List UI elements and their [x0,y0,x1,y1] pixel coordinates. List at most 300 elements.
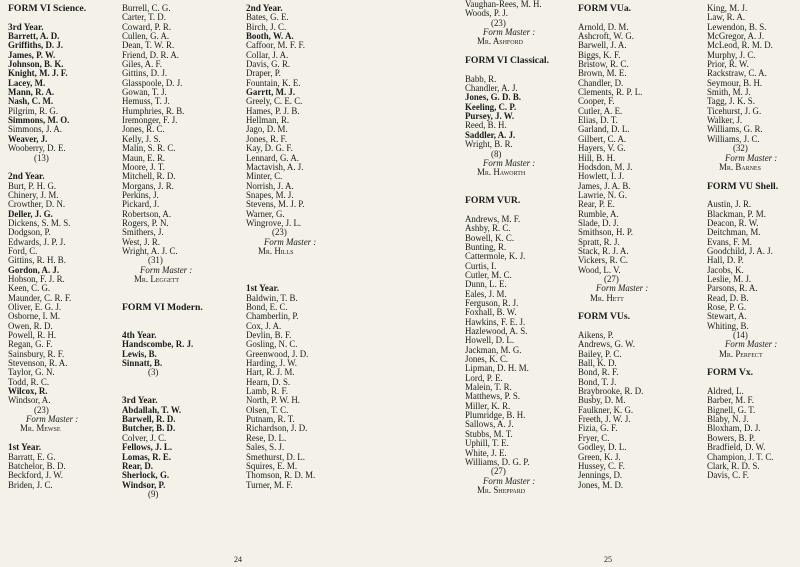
student-name: Owen, R. D. [8,320,53,331]
form-master-name: Mr. Sheppard [477,484,526,495]
student-name-bold: Lewis, B. [122,348,157,359]
student-name: Norrish, J. A. [246,180,294,191]
student-name: Howlett, I. J. [578,171,625,182]
student-name: Lamb, R. F. [246,386,288,397]
student-name: Cox, J. A. [246,320,282,331]
student-name: Hart, R. J. M. [246,367,295,378]
student-name: Elias, D. T. [578,115,618,126]
form-master-label: Form Master : [140,264,193,275]
page-number-left: 24 [234,555,242,564]
student-name: Clark, R. D. S. [707,460,760,471]
student-name: Friend, D. R. A. [122,49,179,60]
student-name: Ashcroft, W. G. [578,31,634,42]
student-name: Dickens, S. M. S. [8,217,71,228]
student-name: Bond, R. F. [578,367,619,378]
student-name-bold: Windsor, P. [122,479,166,490]
student-name: Kelly, J. S. [122,133,161,144]
student-name: Glasspoole, D. J. [122,77,183,88]
student-name: Chinery, J. M. [8,189,59,200]
student-name: Keen, C. G. [8,283,51,294]
column-5 [578,4,702,567]
student-name: Wright, B. R. [465,139,513,150]
student-name: Bristow, R. C. [578,59,629,70]
student-name: Stubbs, M. T. [465,428,513,439]
student-name: Ticehurst, J. G. [707,105,762,116]
student-name: Taylor, G. N. [8,367,55,378]
form-master-label: Form Master : [596,283,649,294]
student-name: Lennard, G. A. [246,152,299,163]
student-name: Batchelor, B. D. [8,460,66,471]
form-master-label: Form Master : [26,414,79,425]
student-name: Austin, J. R. [707,199,752,210]
student-name: Fizia, G. F. [578,423,618,434]
student-name: Beckford, J. W. [8,470,63,481]
class-count: (27) [491,466,506,477]
student-name: Blaby, N. J. [707,414,749,425]
student-name: McLeod, R. M. D. [707,40,773,51]
student-name: Rese, D. L. [246,432,287,443]
student-name: Biggs, K. F. [578,49,621,60]
student-name-bold: Lomas, R. E. [122,451,172,462]
student-name: Goodchild, J. A. J. [707,245,773,256]
student-name: Smethurst, D. L. [246,451,305,462]
spacer [246,256,366,265]
student-name: Busby, D. M. [578,395,626,406]
student-name: Humphries, R. B. [122,105,185,116]
class-count: (14) [733,330,748,341]
student-name-bold: Barwell, R. D. [122,414,176,425]
class-count: (32) [733,143,748,154]
student-name: Hall, D. P. [707,255,744,266]
student-name: Hill, B. H. [578,152,616,163]
student-name-bold: Fellows, J. L. [122,442,173,453]
form-heading: FORM VI Modern. [122,302,203,313]
student-name: Maun, E. R. [122,152,166,163]
student-name: Plumridge, B. H. [465,410,526,421]
student-name: Faulkner, K. G. [578,404,634,415]
student-name: Jones, R. F. [246,133,287,144]
student-name: Colver, J. C. [122,432,167,443]
student-name: Rumble, A. [578,208,619,219]
student-name-bold: Mann, R. A. [8,87,55,98]
student-name: Prior, R. W. [707,59,749,70]
student-name-bold: Butcher, B. D. [122,423,176,434]
student-name: Jones, R. C. [122,124,165,135]
class-count: (23) [34,404,49,415]
student-name: Hames, P. J. B. [246,105,300,116]
student-name-bold: Barrett, A. D. [8,31,60,42]
student-name: Braybrooke, R. D. [578,386,644,397]
student-name: Davis, G. R. [246,59,291,70]
student-name: Vaughan-Rees, M. H. [465,0,542,9]
form-heading: FORM VUR. [465,195,521,207]
year-heading: 3rd Year. [8,21,44,32]
student-name: Malin, S. R. C. [122,143,176,154]
student-name: Perkins, J. [122,189,159,200]
student-name: Jacobs, K. [707,264,744,275]
student-name-bold: Garrtt, M. J. [246,87,296,98]
student-name: Lawrie, N. G. [578,189,628,200]
student-name: Reed, B. H. [465,120,507,131]
student-name: Smith, M. J. [707,87,751,98]
student-name: Carter, T. D. [122,12,166,23]
student-name: Hazlewood, A. S. [465,326,528,337]
student-name: Ferguson, R. J. [465,298,519,308]
student-name-bold: Abdallah, T. W. [122,404,182,415]
student-name: Cutler, M. C. [465,269,512,280]
student-name: Deacon, R. W. [707,217,759,228]
student-name: Giles, A. F. [122,59,162,70]
student-name: Williams, J. C. [707,133,760,144]
student-name-bold: Lacey, M. [8,77,46,88]
form-master-name: Mr. Perfect [719,348,763,359]
student-name: Aldred, L. [707,386,744,397]
student-name: Walker, J. [707,115,743,126]
student-name: Chandler, A. J. [465,83,518,94]
form-master-name: Mr. Hett [590,292,624,303]
student-name: Read, D. B. [707,292,749,303]
spacer [465,178,577,187]
student-name: Morgans, J. R. [122,180,174,191]
student-name: Hodsdon, M. J. [578,161,633,172]
student-name-bold: Handscombe, R. J. [122,339,194,350]
student-name-bold: Knight, M. J. F. [8,68,68,79]
student-name: Barber, M. F. [707,395,754,406]
year-heading: 2nd Year. [246,3,283,13]
form-master-label: Form Master : [725,152,778,163]
student-name: Stevens, M. J. P. [246,199,305,210]
student-name: Garland, D. L. [578,124,630,135]
form-master-name: Mr. Hills [258,245,294,256]
student-name: Minter, C. [246,171,283,182]
student-name: Malein, T. R. [465,382,512,393]
student-name: Smithson, H. P. [578,227,633,238]
student-name: Murphy, J. C. [707,49,756,60]
student-name: Godley, D. L. [578,442,627,453]
student-name-bold: Griffiths, D. J. [8,40,63,51]
student-name: Jackman, M. G. [465,344,522,355]
student-name: Wood, L. V. [578,264,621,275]
student-name: Bunting, R. [465,241,507,252]
student-name: Blackman, P. M. [707,208,766,219]
column-1 [8,4,120,567]
student-name-bold: James, P. W. [8,49,56,60]
student-name: Dunn, L. E. [465,279,507,290]
student-name-bold: Nash, C. M. [8,96,54,107]
student-name: Howell, D. L. [465,335,515,346]
student-name: Green, K. J. [578,451,621,462]
student-name: Jennings, D. [578,470,623,481]
student-name: Hobson, F. J. R. [8,273,65,284]
student-name: Rogers, P. N. [122,217,169,228]
student-name: Barwell, J. A. [578,40,627,51]
student-name: Bloxham, D. J. [707,423,761,434]
student-name: Cullen, G. A. [122,31,170,42]
student-name: Thomson, R. D. M. [246,470,316,481]
student-name-bold: Pursey, J. W. [465,111,515,122]
student-name: Evans, F. M. [707,236,752,247]
student-name: Gittins, R. H. B. [8,255,66,266]
student-name: Cooper, F. [578,96,615,107]
student-name: Fountain, K. E. [246,77,301,88]
spacer [246,266,366,275]
student-name: West, J. R. [122,236,160,247]
student-name: Rackstraw, C. A. [707,68,767,79]
student-name: Spratt, R. J. [578,236,620,247]
form-heading: FORM VUa. [578,3,632,14]
form-heading: FORM VU Shell. [707,180,779,192]
column-2 [122,4,242,567]
student-name: Mactavish, A. J. [246,161,304,172]
student-name: Curtis, I. [465,260,497,271]
student-name: Iremonger, F. J. [122,115,178,126]
student-name: Ball, K. D. [578,358,617,369]
student-name: Uphill, T. E. [465,438,509,449]
student-name: Jago, D. M. [246,124,288,135]
student-name: White, J. E. [465,447,507,458]
student-name: Briden, J. C. [8,479,53,490]
student-name: Ford, C. [8,245,38,256]
student-name: Aikens, P. [578,330,614,341]
column-4 [465,0,577,567]
student-name: King, M. J. [707,3,748,13]
student-name: Simmons, J. A. [8,124,63,135]
form-master-label: Form Master : [483,475,536,486]
student-name: Foxhall, B. W. [465,307,517,318]
student-name: Putnam, R. T. [246,414,295,425]
year-heading: 3rd Year. [122,395,158,406]
class-count: (27) [604,273,619,284]
student-name: Brown, M. E. [578,68,627,79]
student-name: Babb, R. [465,73,497,84]
student-name: Greely, C. E. C. [246,96,303,107]
student-name: Turner, M. F. [246,479,293,490]
student-name: Davis, C. F. [707,470,749,481]
student-name: Bond, E. C. [246,302,288,312]
column-3 [246,4,366,567]
student-name: Hayers, V. G. [578,143,626,154]
student-name: Jones, K. C. [465,354,509,365]
student-name: Bignell, G. T. [707,404,756,415]
student-name-bold: Simmons, M. O. [8,115,70,126]
student-name: Stewart, A. [707,311,747,322]
student-name: Bailey, P. C. [578,348,622,359]
column-6 [707,4,800,567]
year-heading: 1st Year. [8,442,42,453]
student-name: Hearn, D. S. [246,376,291,387]
student-name: Burt, P. H. G. [8,180,57,191]
student-name: Smithers, J. [122,227,164,238]
student-name: Deitchman, M. [707,227,761,238]
student-name: Lord, P. E. [465,372,503,383]
student-name: Robertson, A. [122,208,172,219]
spacer [122,378,242,387]
student-name: Coward, P. R. [122,21,172,32]
student-name: Dean, T. W. R. [122,40,175,51]
student-name: Bowers, B. P. [707,432,756,443]
student-name: Baldwin, T. B. [246,292,298,303]
form-master-name: Mr. Leggett [134,273,180,284]
student-name: Cutler, A. E. [578,105,623,116]
student-name: Tagg, J. K. S. [707,96,755,107]
form-heading: FORM VUs. [578,311,631,323]
student-name-bold: Johnson, B. K. [8,59,64,70]
student-name: Wingrove, J. L. [246,217,302,228]
student-name: Harding, J. W. [246,358,298,369]
student-name: Barratt, E. G. [8,451,56,462]
student-name: Bradfield, D. W. [707,442,766,453]
student-name: Rose, P. G. [707,302,747,312]
student-name-bold: Gordon, A. J. [8,264,60,275]
student-name: Hemuss, T. J. [122,96,170,107]
form-master-name: Mr. Haworth [477,167,526,178]
student-name: Regan, G. F. [8,339,53,350]
student-name: Chamberlin, P. [246,311,299,322]
student-name: Collar, J. A. [246,49,289,60]
student-name: Crowther, D. N. [8,199,66,210]
form-master-label: Form Master : [483,27,536,38]
student-name-bold: Weaver, J. [8,133,48,144]
student-name-bold: Booth, W. A. [246,31,294,42]
student-name: James, J. A. B. [578,180,631,191]
form-heading: FORM VI Science. [8,3,87,14]
form-master-name: Mr. Barnes [719,161,761,172]
student-name: Gilbert, C. A. [578,133,627,144]
student-name: Snapes, M. J. [246,189,294,200]
student-name: Greenwood, J. D. [246,348,309,359]
student-name-bold: Saddler, A. J. [465,129,516,140]
student-name: Law, R. A. [707,12,746,23]
student-name: Warner, G. [246,208,285,219]
student-name: Andrews, G. W. [578,339,635,350]
page-number-right: 25 [604,555,612,564]
student-name: Bond, T. J. [578,376,617,387]
student-name: Seymour, B. H. [707,77,763,88]
student-name: Olsen, T. C. [246,404,289,415]
student-name-bold: Jones, G. D. B. [465,92,521,103]
student-name: Woods, P. J. [465,8,508,19]
student-name: Lewendon, B. S. [707,21,767,32]
class-count: (13) [34,152,49,163]
student-name: Williams, D. G. P. [465,456,530,467]
class-count: (31) [148,255,163,266]
student-name: Bowell, K. C. [465,232,515,243]
student-name: Pilgrim, R. G. [8,105,59,116]
student-name: Gowan, T. J. [122,87,167,98]
class-count: (23) [272,227,287,238]
student-name: Miller, K. R. [465,400,511,411]
student-name: Bates, G. E. [246,12,289,23]
student-name: Sales, S. J. [246,442,285,453]
form-master-label: Form Master : [264,236,317,247]
student-name-bold: Wilcox, R. [8,386,48,397]
student-name: Freeth, J. W. J. [578,414,631,425]
student-name: Powell, R. H. [8,330,57,341]
year-heading: 2nd Year. [8,171,45,182]
student-name: Hussey, C. F. [578,460,625,471]
student-name: Oliver, E. G. J. [8,302,62,312]
student-name: Gosling, N. C. [246,339,298,350]
student-name: Lipman, D. H. M. [465,363,529,374]
student-name: Hellman, R. [246,115,290,126]
student-name: Matthews, P. S. [465,391,520,402]
student-name: Clements, R. P. L. [578,87,643,98]
student-name-bold: Keeling, C. P. [465,101,517,112]
student-name: Moore, J. T. [122,161,165,172]
student-name: Slade, D. J. [578,217,619,228]
student-name: Maunder, C. R. F. [8,292,72,303]
student-name: Burrell, C. G. [122,3,171,13]
student-name: Richardson, J. D. [246,423,308,434]
student-name: Kay, D. G. F. [246,143,293,154]
student-name: Fryer, C. [578,432,610,443]
student-name: Sallows, A. J. [465,419,514,430]
student-name: Ashby, R. C. [465,223,511,234]
student-name: Edwards, J. P. J. [8,236,66,247]
spacer [122,312,242,321]
student-name: Hawkins, F. E. J. [465,316,526,327]
student-name: Williams, G. R. [707,124,763,135]
student-name: Cattermole, K. J. [465,251,526,262]
student-name: McGregor, A. J. [707,31,765,42]
form-master-label: Form Master : [483,157,536,168]
form-master-label: Form Master : [725,339,778,350]
student-name: Devlin, B. F. [246,330,292,341]
student-name: Arnold, D. M. [578,21,629,32]
class-count: (3) [148,367,159,378]
student-name: Todd, R. C. [8,376,50,387]
student-name-bold: Sherlock, G. [122,470,170,481]
student-name: Leslie, M. J. [707,273,752,284]
class-count: (9) [148,488,159,499]
student-name: Dodgson, P. [8,227,51,238]
class-count: (8) [491,148,502,159]
form-heading: FORM VI Classical. [465,55,550,67]
student-name: Champion, J. T. C. [707,451,774,462]
student-name: Caffoor, M. F. F. [246,40,305,51]
student-name: Eales, J. M. [465,288,507,299]
student-name: Draper, P. [246,68,281,79]
student-name: Birch, J. C. [246,21,287,32]
student-name: Jones, M. D. [578,479,624,490]
student-name: Whiting, B. [707,320,749,331]
student-name: Wooberry, D. E. [8,143,66,154]
student-name: Osborne, I. M. [8,311,61,322]
student-name: North, P. W. H. [246,395,300,406]
year-heading: 1st Year. [246,283,280,294]
year-heading: 4th Year. [122,330,157,341]
student-name: Stack, R. J. A. [578,245,629,256]
student-name: Squires, E. M. [246,460,298,471]
student-name: Sainsbury, R. F. [8,348,65,359]
form-master-name: Mr. Mewse [20,423,61,434]
student-name-bold: Sinnatt, B. [122,358,163,369]
student-name: Wright, A. J. C. [122,245,178,256]
student-name: Chandler, D. [578,77,624,88]
student-name: Rear, P. E. [578,199,615,210]
student-name-bold: Deller, J. G. [8,208,53,219]
student-name: Stevenson, R. A. [8,358,68,369]
student-name-bold: Rear, D. [122,460,153,471]
form-heading: FORM Vx. [707,367,754,379]
student-name: Pickard, J. [122,199,160,210]
student-name: Andrews, M. F. [465,213,521,224]
student-name: Vickers, R. C. [578,255,628,266]
student-name: Windsor, A. [8,395,51,406]
student-name: Parsons, R. A. [707,283,758,294]
class-count: (23) [491,17,506,28]
student-name: Mitchell, R. D. [122,171,176,182]
